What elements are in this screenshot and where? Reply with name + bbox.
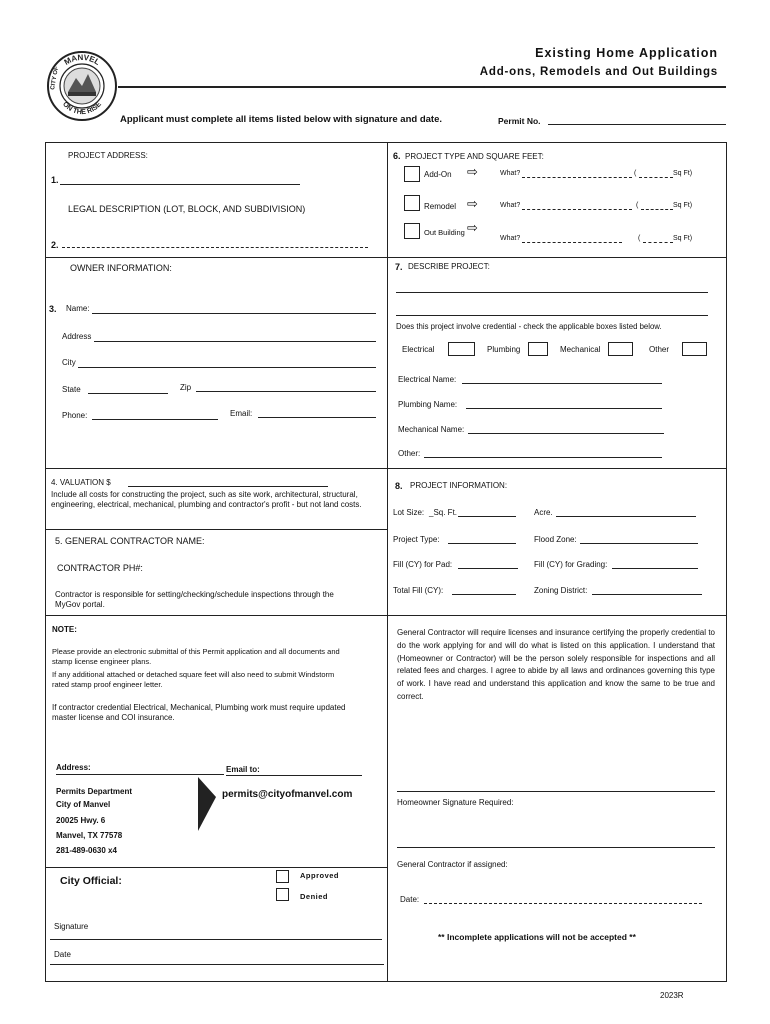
- credential-question: Does this project involve credential - check the applicable boxes listed below.: [396, 322, 662, 331]
- permit-label: Permit No.: [498, 116, 541, 126]
- addon-what-field[interactable]: [522, 177, 632, 178]
- item-3-num: 3.: [49, 304, 57, 314]
- divider-right-2: [387, 468, 727, 469]
- divider-right-1: [387, 257, 727, 258]
- divider-left-1: [45, 257, 387, 258]
- trade-plumbing-label: Plumbing: [487, 345, 521, 354]
- doc-subtitle: Add-ons, Remodels and Out Buildings: [479, 66, 718, 78]
- legal-description-label: LEGAL DESCRIPTION (LOT, BLOCK, AND SUBDIVISION): [68, 204, 306, 214]
- flood-zone-label: Flood Zone:: [534, 535, 577, 544]
- remodel-what-field[interactable]: [522, 209, 632, 210]
- fill-grading-label: Fill (CY) for Grading:: [534, 560, 608, 569]
- project-information-label: PROJECT INFORMATION:: [410, 481, 508, 490]
- trade-electrical-label: Electrical: [402, 345, 435, 354]
- describe-project-line-2[interactable]: [396, 315, 708, 316]
- zoning-district-label: Zoning District:: [534, 586, 588, 595]
- mechanical-name-label: Mechanical Name:: [398, 425, 465, 434]
- approved-checkbox[interactable]: [276, 870, 289, 883]
- item-7-num: 7.: [395, 262, 403, 272]
- remodel-paren-open: (: [636, 202, 639, 209]
- lot-size-unit: _Sq. Ft.: [429, 508, 458, 517]
- project-address-field[interactable]: [60, 184, 300, 185]
- permit-number-field[interactable]: [548, 124, 726, 125]
- item-1-num: 1.: [51, 175, 59, 185]
- note-title: NOTE:: [52, 625, 77, 634]
- doc-title: Existing Home Application: [535, 46, 718, 60]
- item-2-num: 2.: [51, 240, 59, 250]
- project-type-field[interactable]: [448, 543, 516, 544]
- address-line-5: 281-489-0630 x4: [56, 846, 117, 855]
- addon-label: Add-On: [424, 170, 452, 179]
- legal-description-field[interactable]: [62, 247, 368, 248]
- email-to-underline: [226, 775, 362, 776]
- homeowner-signature-label: Homeowner Signature Required:: [397, 798, 514, 807]
- denied-label: Denied: [300, 892, 329, 901]
- addon-paren-open: (: [634, 170, 637, 177]
- city-official-label: City Official:: [60, 875, 122, 887]
- divider-left-3: [45, 615, 387, 616]
- owner-city-label: City: [62, 358, 76, 367]
- arrow-pointer-icon: [198, 777, 218, 831]
- total-fill-field[interactable]: [452, 594, 516, 595]
- outbuilding-what-label: What?: [500, 235, 521, 242]
- outbuilding-arrow-icon: ⇨: [467, 221, 478, 236]
- homeowner-signature-field[interactable]: [397, 791, 715, 792]
- trade-mechanical-checkbox[interactable]: [608, 342, 633, 356]
- address-label: Address:: [56, 763, 91, 772]
- official-signature-label: Signature: [54, 922, 89, 931]
- acre-label: Acre.: [534, 508, 553, 517]
- outbuilding-paren-open: (: [638, 235, 641, 242]
- addon-checkbox[interactable]: [404, 166, 420, 182]
- divider-left-valuation: [45, 529, 387, 530]
- outbuilding-sqft-field[interactable]: [643, 242, 673, 243]
- flood-zone-field[interactable]: [580, 543, 698, 544]
- addon-what-label: What?: [500, 170, 521, 177]
- incomplete-warning: ** Incomplete applications will not be accepted **: [438, 932, 636, 942]
- lot-size-field[interactable]: [458, 516, 516, 517]
- contractor-signature-label: General Contractor if assigned:: [397, 860, 508, 869]
- trade-electrical-checkbox[interactable]: [448, 342, 475, 356]
- remodel-label: Remodel: [424, 202, 457, 211]
- remodel-checkbox[interactable]: [404, 195, 420, 211]
- owner-address-field[interactable]: [94, 341, 376, 342]
- valuation-description: Include all costs for constructing the project, such as site work, architectural, structural, engineering, electrical, mechanical, plumbing and contractor's profit - but not land costs.: [51, 490, 362, 510]
- project-address-label: PROJECT ADDRESS:: [68, 151, 148, 160]
- addon-arrow-icon: ⇨: [467, 165, 478, 180]
- approved-label: Approved: [300, 871, 340, 880]
- header-rule: [118, 86, 726, 88]
- outbuilding-sqft-label: Sq Ft): [673, 235, 693, 242]
- item-6-num: 6.: [393, 151, 401, 161]
- agreement-date-label: Date:: [400, 895, 420, 904]
- zoning-district-field[interactable]: [592, 594, 702, 595]
- remodel-arrow-icon: ⇨: [467, 197, 478, 212]
- owner-email-field[interactable]: [258, 417, 376, 418]
- logo-left-text: CITY OF: [50, 66, 61, 91]
- describe-project-label: DESCRIBE PROJECT:: [408, 262, 490, 271]
- trade-other-label: Other: [649, 345, 670, 354]
- address-line-4: Manvel, TX 77578: [56, 831, 123, 840]
- plumbing-name-field[interactable]: [466, 408, 662, 409]
- fill-pad-label: Fill (CY) for Pad:: [393, 560, 453, 569]
- address-underline: [56, 774, 224, 775]
- remodel-sqft-field[interactable]: [641, 209, 673, 210]
- divider-right-3: [387, 615, 727, 616]
- outbuilding-checkbox[interactable]: [404, 223, 420, 239]
- other-name-field[interactable]: [424, 457, 662, 458]
- contractor-name-label: 5. GENERAL CONTRACTOR NAME:: [55, 536, 205, 546]
- mechanical-name-field[interactable]: [468, 433, 664, 434]
- owner-name-label: Name:: [66, 304, 90, 313]
- project-type-label: PROJECT TYPE AND SQUARE FEET:: [405, 152, 544, 161]
- note-paragraph-1: Please provide an electronic submittal of this Permit application and all documents and stamp license engineer plans.: [52, 647, 340, 666]
- fill-grading-field[interactable]: [612, 568, 698, 569]
- owner-email-label: Email:: [230, 409, 253, 418]
- total-fill-label: Total Fill (CY):: [393, 586, 444, 595]
- valuation-label: 4. VALUATION $: [51, 478, 111, 487]
- outbuilding-label: Out Building: [424, 228, 465, 237]
- project-type-field-label: Project Type:: [393, 535, 440, 544]
- official-date-field[interactable]: [50, 964, 384, 965]
- note-paragraph-3: If contractor credential Electrical, Mechanical, Plumbing work must require updated master license and COI insurance.: [52, 703, 346, 723]
- owner-information-label: OWNER INFORMATION:: [70, 263, 172, 273]
- agreement-date-field[interactable]: [424, 903, 702, 904]
- official-signature-field[interactable]: [50, 939, 382, 940]
- outbuilding-what-field[interactable]: [522, 242, 622, 243]
- owner-state-field[interactable]: [88, 393, 168, 394]
- denied-checkbox[interactable]: [276, 888, 289, 901]
- remodel-sqft-label: Sq Ft): [673, 202, 693, 209]
- address-line-1: Permits Department: [56, 787, 133, 796]
- addon-sqft-field[interactable]: [639, 177, 673, 178]
- fill-pad-field[interactable]: [458, 568, 518, 569]
- owner-zip-field[interactable]: [196, 391, 376, 392]
- item-8-num: 8.: [395, 481, 403, 491]
- instruction-text: Applicant must complete all items listed below with signature and date.: [120, 114, 443, 125]
- official-date-label: Date: [54, 950, 71, 959]
- contractor-phone-label: CONTRACTOR PH#:: [57, 563, 143, 573]
- owner-phone-field[interactable]: [92, 419, 218, 420]
- contractor-signature-field[interactable]: [397, 847, 715, 848]
- owner-state-label: State: [62, 385, 81, 394]
- electrical-name-field[interactable]: [462, 383, 662, 384]
- addon-sqft-label: Sq Ft): [673, 170, 693, 177]
- owner-city-field[interactable]: [78, 367, 376, 368]
- remodel-what-label: What?: [500, 202, 521, 209]
- valuation-field[interactable]: [128, 486, 328, 487]
- divider-left-2: [45, 468, 387, 469]
- logo-top-text: MANVEL: [62, 52, 102, 67]
- address-line-2: City of Manvel: [56, 800, 111, 809]
- owner-phone-label: Phone:: [62, 411, 88, 420]
- owner-zip-label: Zip: [180, 383, 192, 392]
- form-revision: 2023R: [660, 991, 684, 1000]
- address-line-3: 20025 Hwy. 6: [56, 816, 106, 825]
- owner-name-field[interactable]: [92, 313, 376, 314]
- city-logo: [46, 50, 118, 122]
- logo-bottom-text: ON THE RISE: [61, 100, 103, 117]
- acre-field[interactable]: [556, 516, 696, 517]
- describe-project-line-1[interactable]: [396, 292, 708, 293]
- electrical-name-label: Electrical Name:: [398, 375, 457, 384]
- permits-email-link[interactable]: permits@cityofmanvel.com: [222, 789, 353, 800]
- lot-size-label: Lot Size:: [393, 508, 425, 517]
- contractor-inspection-note: Contractor is responsible for setting/checking/schedule inspections through the MyGov portal.: [55, 590, 334, 610]
- note-paragraph-2: If any additional attached or detached square feet will also need to submit Windstorm rated stamp proof engineer letter.: [52, 670, 335, 689]
- trade-mechanical-label: Mechanical: [560, 345, 601, 354]
- plumbing-name-label: Plumbing Name:: [398, 400, 458, 409]
- trade-plumbing-checkbox[interactable]: [528, 342, 548, 356]
- trade-other-checkbox[interactable]: [682, 342, 707, 356]
- divider-left-4: [45, 867, 387, 868]
- center-divider: [387, 142, 388, 982]
- owner-address-label: Address: [62, 332, 92, 341]
- agreement-text: General Contractor will require licenses and insurance certifying the properly credential to do the work applying for and will do what is listed on this application. I understand that (Homeowner or Contractor) will be the person solely responsible for inspections and all related fees and charges. I agree to abide by all laws and ordinances governing this type of work. I have read and understand this application and know the same to be true and correct.: [397, 628, 715, 701]
- other-name-label: Other:: [398, 449, 421, 458]
- email-to-label: Email to:: [226, 765, 260, 774]
